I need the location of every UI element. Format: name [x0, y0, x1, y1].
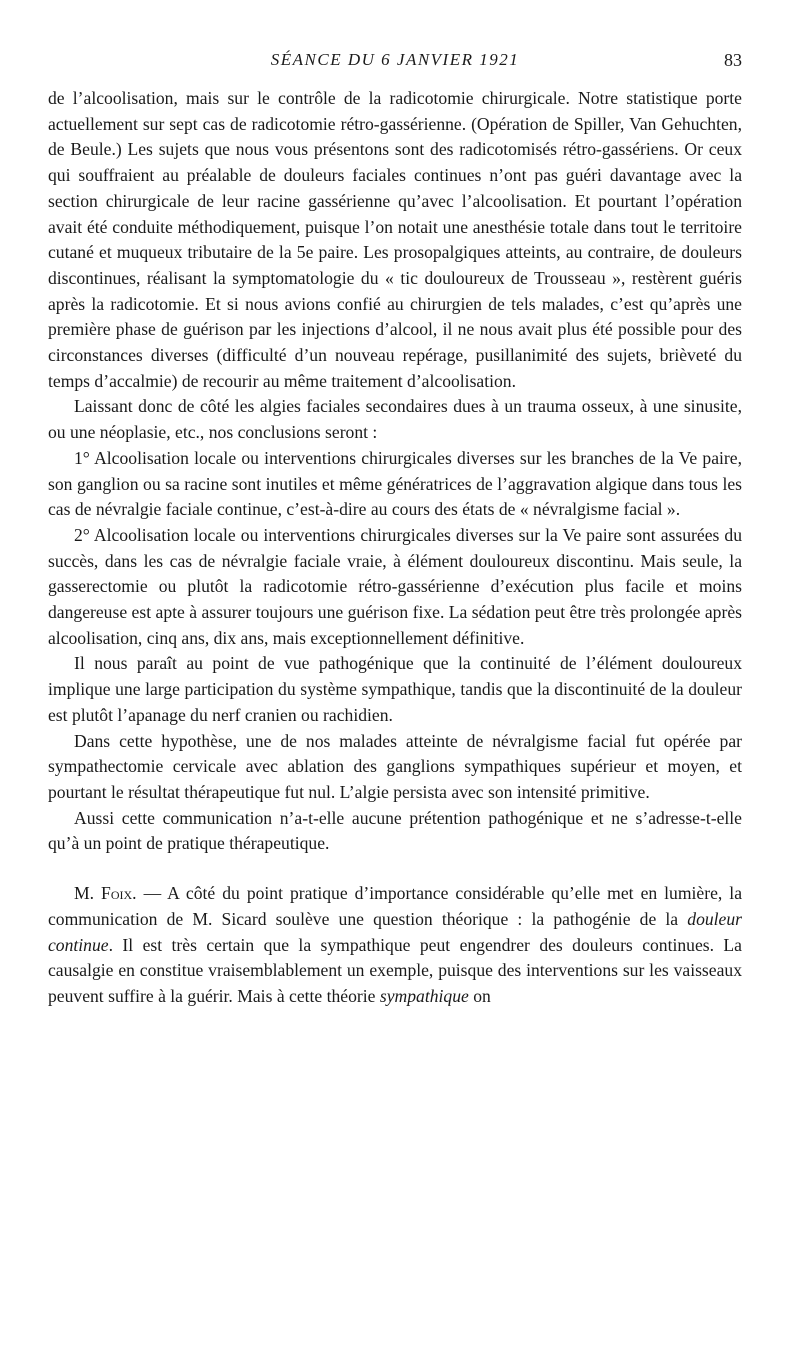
foix-text-c: on [468, 985, 491, 1006]
page-number: 83 [724, 50, 742, 70]
foix-text-b: . Il est très certain que la sympathique peut engendrer des douleurs continues. La causalgie en constitue vraisemblablement un exemple, puisque des interventions sur les vaisseaux peuvent suffire à la guérir. Mais à cette théorie [48, 934, 742, 1006]
speaker-name: M. Foix. [74, 883, 137, 904]
paragraph-pathogenic: Il nous paraît au point de vue pathogénique que la continuité de l’élément douloureux implique une large participation du système sympathique, tandis que la discontinuité de la douleur est plutôt l’apanage du nerf cranien ou rachidien. [48, 653, 742, 725]
paragraph-closing: Aussi cette communication n’a-t-elle aucune prétention pathogénique et ne s’adresse-t-elle qu’à un point de pratique thérapeutique. [48, 807, 742, 854]
page-header [48, 50, 742, 76]
foix-text-a: — A côté du point pratique d’importance considérable qu’elle met en lumière, la communication de M. Sicard soulève une question théorique : la pathogénie de la [48, 883, 743, 929]
paragraph-foix [48, 881, 742, 1010]
paragraph-conclusion-1: 1° Alcoolisation locale ou interventions chirurgicales diverses sur les branches de la Ve paire, son ganglion ou sa racine sont inutiles et même génératrices de l’aggravation algique dans tous les cas de névralgie faciale continue, c’est-à-dire au cours des états de « névralgisme facial ». [48, 447, 742, 520]
foix-italic-a: douleur continue [48, 908, 742, 955]
running-title: SÉANCE DU 6 JANVIER 1921 [270, 50, 520, 69]
paragraph-hypothesis: Dans cette hypothèse, une de nos malades atteinte de névralgisme facial fut opérée par sympathectomie cervicale avec ablation des ganglions sympathiques supérieur et moyen, et pourtant le résultat thérapeutique fut nul. L’algie persista avec son intensité primitive. [48, 730, 742, 802]
body-text [48, 86, 742, 1010]
paragraph-conclusion-2: 2° Alcoolisation locale ou interventions chirurgicales diverses sur la Ve paire sont assurées du succès, dans les cas de névralgie faciale vraie, à élément douloureux discontinu. Mais seule, la gasserectomie ou plutôt la radicotomie rétro-gassérienne d’exécution plus facile et moins dangereuse est apte à assurer toujours une guérison fixe. La sédation peut être très prolongée après alcoolisation, cinq ans, dix ans, mais exceptionnellement définitive. [48, 524, 742, 648]
paragraph-continuation: de l’alcoolisation, mais sur le contrôle de la radicotomie chirurgicale. Notre statistique porte actuellement sur sept cas de radicotomie rétro-gassérienne. (Opération de Spiller, Van Gehuchten, de Beule.) Les sujets que nous vous présentons sont des radicotomisés rétro-gassériens. Or ceux qui souffraient au préalable de douleurs faciales continues n’ont pas guéri davantage avec la section chirurgicale de leur racine gassérienne qu’avec l’alcoolisation. Et pourtant l’opération avait été conduite méthodiquement, puisque l’on notait une anesthésie totale dans tout le territoire cutané et muqueux tributaire de la 5e paire. Les prosopalgiques atteints, au contraire, de douleurs discontinues, réalisant la symptomatologie du « tic douloureux de Trousseau », restèrent guéris après la radicotomie. Et si nous avions confié au chirurgien de tels malades, c’est qu’après une première phase de guérison par les injections d’alcool, il ne nous avait plus été possible pour des circonstances diverses (difficulté d’un nouveau repérage, pusillanimité des sujets, brièveté du temps d’accalmie) de recourir au même traitement d’alcoolisation. [48, 88, 742, 391]
foix-italic-b: sympathique [379, 985, 469, 1006]
paragraph-conclusions-intro: Laissant donc de côté les algies faciales secondaires dues à un trauma osseux, à une sinusite, ou une néoplasie, etc., nos conclusions seront : [48, 396, 742, 443]
